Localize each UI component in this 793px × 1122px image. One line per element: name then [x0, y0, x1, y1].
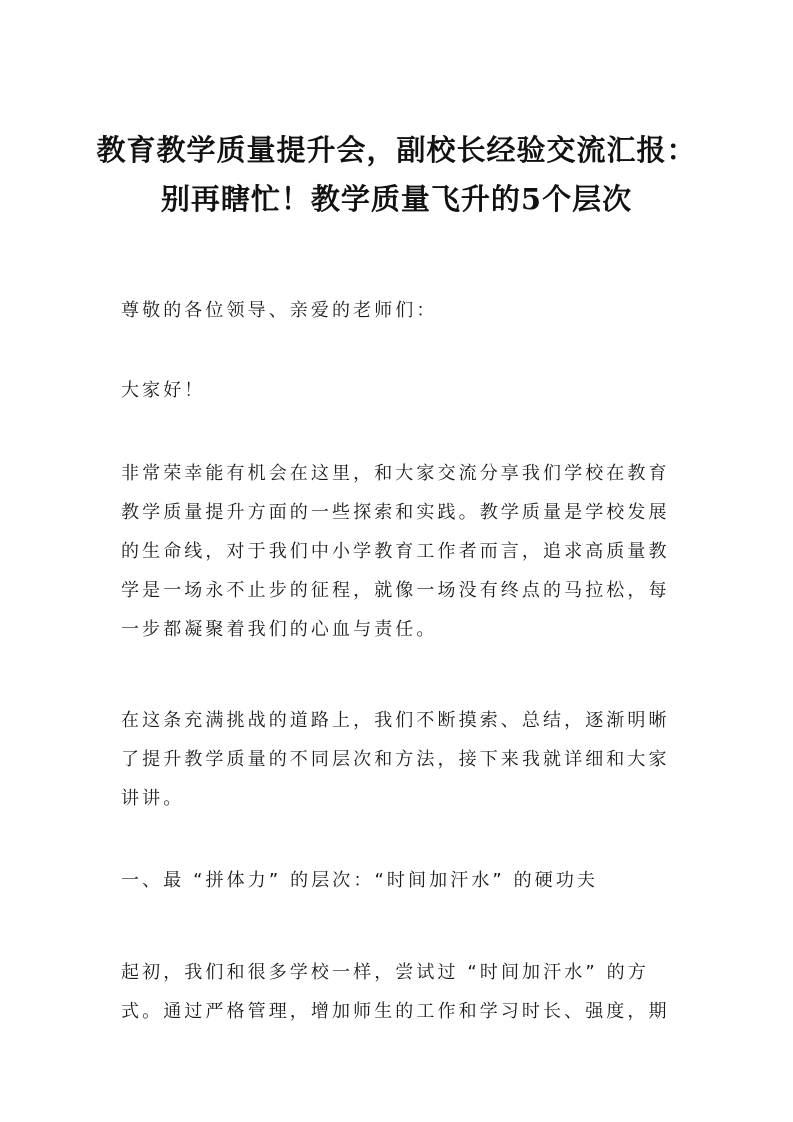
section-heading: 一、最 “拼体力” 的层次：“时间加汗水” 的硬功夫	[121, 870, 599, 891]
greeting: 大家好！	[121, 380, 206, 401]
paragraph-line: 讲讲。	[121, 788, 185, 809]
paragraph-line: 式。通过严格管理，增加师生的工作和学习时长、强度，期	[121, 1001, 670, 1022]
paragraph-line: 非常荣幸能有机会在这里，和大家交流分享我们学校在教育	[121, 463, 670, 484]
document-title-line-1: 教育教学质量提升会，副校长经验交流汇报：	[96, 133, 697, 167]
paragraph-line: 教学质量提升方面的一些探索和实践。教学质量是学校发展	[121, 502, 670, 523]
paragraph-line: 起初，我们和很多学校一样，尝试过 “时间加汗水” 的方	[121, 962, 649, 983]
paragraph-line: 在这条充满挑战的道路上，我们不断摸索、总结，逐渐明晰	[121, 710, 670, 731]
paragraph-line: 了提升教学质量的不同层次和方法，接下来我就详细和大家	[121, 749, 670, 770]
document-title-line-2: 别再瞎忙！教学质量飞升的5个层次	[160, 182, 633, 216]
paragraph-line: 一步都凝聚着我们的心血与责任。	[121, 619, 438, 640]
paragraph-line: 的生命线，对于我们中小学教育工作者而言，追求高质量教	[121, 541, 670, 562]
salutation: 尊敬的各位领导、亲爱的老师们：	[121, 300, 438, 321]
paragraph-line: 学是一场永不止步的征程，就像一场没有终点的马拉松，每	[121, 580, 670, 601]
